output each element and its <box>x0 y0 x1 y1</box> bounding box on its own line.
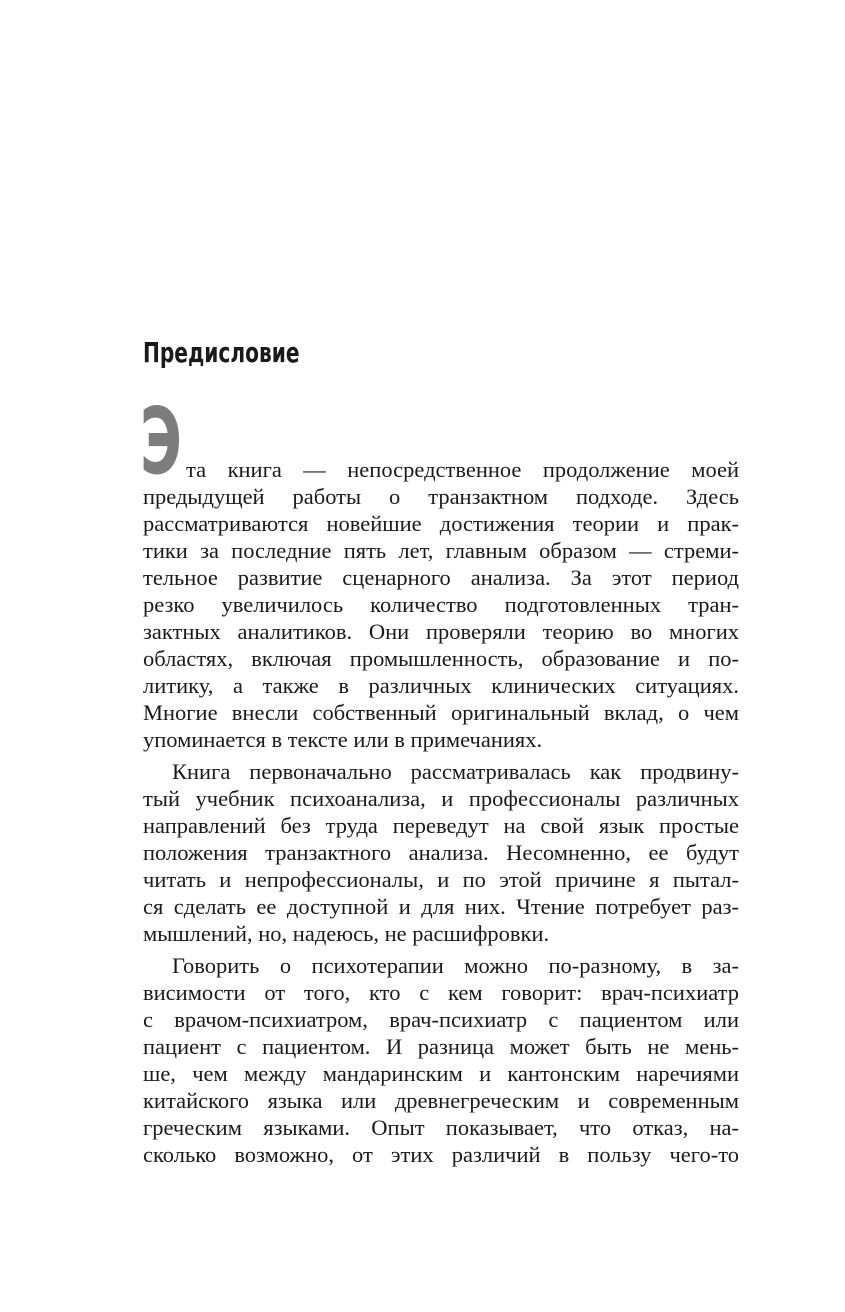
text-line: Говорить о психотерапии можно по-разному, в за- <box>172 953 739 978</box>
text-line: пациент с пациентом. И разница может быть не мень- <box>143 1034 739 1059</box>
text-line: с врачом-психиатром, врач-психиатр с пациентом или <box>143 1007 739 1032</box>
text-line: резко увеличилось количество подготовленных тран- <box>143 592 739 617</box>
text-line: читать и непрофессионалы, и по этой причине я пытал- <box>143 867 739 892</box>
text-line: областях, включая промышленность, образование и по- <box>143 646 739 671</box>
chapter-title: Предисловие <box>143 336 300 369</box>
text-line: тельное развитие сценарного анализа. За этот период <box>143 565 739 590</box>
text-line: упоминается в тексте или в примечаниях. <box>143 727 543 752</box>
text-line: тики за последние пять лет, главным образом — стреми- <box>143 538 739 563</box>
text-line: тый учебник психоанализа, и профессионалы различных <box>143 786 739 811</box>
drop-cap-letter: Э <box>140 388 182 495</box>
text-line: предыдущей работы о транзактном подходе. Здесь <box>143 484 739 509</box>
text-line: рассматриваются новейшие достижения теории и прак- <box>143 511 739 536</box>
text-line: направлений без труда переведут на свой язык простые <box>143 813 739 838</box>
text-line: литику, а также в различных клинических ситуациях. <box>143 673 739 698</box>
text-line: положения транзактного анализа. Несомненно, ее будут <box>143 840 739 865</box>
text-line: греческим языками. Опыт показывает, что отказ, на- <box>143 1115 739 1140</box>
text-line: висимости от того, кто с кем говорит: врач-психиатр <box>143 980 739 1005</box>
text-line: китайского языка или древнегреческим и современным <box>143 1088 739 1113</box>
text-line: ся сделать ее доступной и для них. Чтение потребует раз- <box>143 894 739 919</box>
drop-cap <box>140 388 184 495</box>
text-line: та книга — непосредственное продолжение моей <box>186 457 739 482</box>
text-line: мышлений, но, надеюсь, не расшифровки. <box>143 921 550 946</box>
text-line: зактных аналитиков. Они проверяли теорию во многих <box>143 619 739 644</box>
text-line: сколько возможно, от этих различий в пользу чего-то <box>143 1142 739 1167</box>
text-line: Многие внесли собственный оригинальный вклад, о чем <box>143 700 739 725</box>
text-line: Книга первоначально рассматривалась как продвину- <box>172 759 739 784</box>
text-line: ше, чем между мандаринским и кантонским наречиями <box>143 1061 739 1086</box>
